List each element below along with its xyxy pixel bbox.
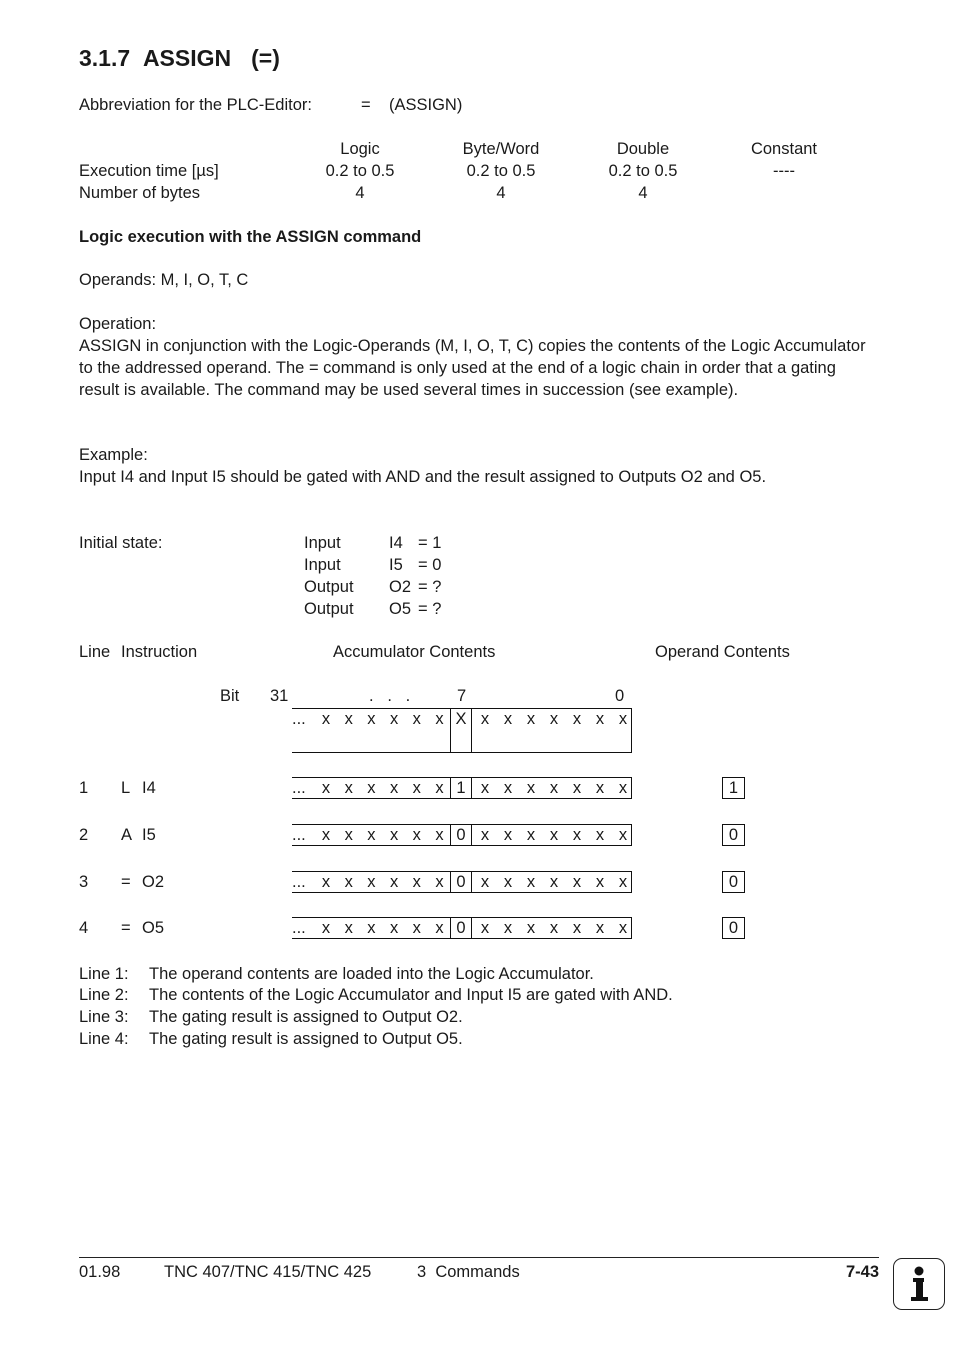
acc-bit-x: x <box>595 779 605 797</box>
acc-bit-x: x <box>367 710 376 728</box>
program-line-number: 2 <box>79 826 89 844</box>
acc-ellipsis: ... <box>292 919 306 937</box>
acc-bit-x: x <box>435 919 444 937</box>
example-label: Example: <box>79 446 148 464</box>
acc-bit-7: 1 <box>450 778 472 798</box>
footer-chapter: 3 Commands <box>417 1263 520 1281</box>
acc-bit-x: x <box>389 779 399 797</box>
state-type: Input <box>304 556 341 574</box>
state-type: Output <box>304 600 354 618</box>
acc-bit-x: x <box>367 826 376 844</box>
accumulator-register <box>292 824 632 846</box>
acc-bit-x: x <box>618 873 628 891</box>
note-text: The contents of the Logic Accumulator and Input I5 are gated with AND. <box>149 986 673 1004</box>
acc-bit-x: x <box>389 873 399 891</box>
note-label: Line 1: <box>79 965 129 983</box>
acc-bit-x: x <box>549 710 559 728</box>
acc-bit-x: x <box>480 919 490 937</box>
acc-bit-x: x <box>321 710 331 728</box>
acc-bit-x: x <box>435 710 444 728</box>
acc-bit-x: x <box>572 919 582 937</box>
acc-bit-x: x <box>549 779 559 797</box>
acc-bit-x: x <box>595 873 605 891</box>
footer-rule <box>79 1257 879 1258</box>
initial-state-label: Initial state: <box>79 534 163 552</box>
note-text: The operand contents are loaded into the Logic Accumulator. <box>149 965 594 983</box>
bit-dots: . . . <box>369 687 411 705</box>
acc-bit-x: x <box>344 826 353 844</box>
acc-high-bits <box>292 778 450 798</box>
acc-bit-x: x <box>595 826 605 844</box>
column-header: Byte/Word <box>462 140 540 158</box>
acc-bit-x: x <box>572 779 582 797</box>
acc-bit-x: x <box>435 826 444 844</box>
acc-bit-x: x <box>618 710 628 728</box>
section-title <box>79 44 280 72</box>
header-instruction: Instruction <box>121 643 198 661</box>
column-header: Constant <box>750 140 818 158</box>
acc-bit-x: x <box>321 873 331 891</box>
operand-value: 0 <box>722 871 745 893</box>
table-cell: 0.2 to 0.5 <box>466 162 536 180</box>
abbreviation-eq: = <box>361 96 371 114</box>
table-cell: 0.2 to 0.5 <box>608 162 678 180</box>
acc-bit-7: 0 <box>450 918 472 938</box>
operand-value: 0 <box>722 917 745 939</box>
acc-low-bits <box>472 918 632 938</box>
acc-bit-x: x <box>503 779 513 797</box>
acc-bit-x: x <box>503 826 513 844</box>
acc-bit-x: x <box>480 826 490 844</box>
note-label: Line 3: <box>79 1008 129 1026</box>
acc-bit-x: x <box>526 826 536 844</box>
program-opcode: = <box>121 919 131 937</box>
acc-low-bits <box>472 825 632 845</box>
acc-ellipsis: ... <box>292 710 306 728</box>
program-line-number: 1 <box>79 779 89 797</box>
program-line-number: 4 <box>79 919 89 937</box>
acc-bit-x: x <box>321 826 331 844</box>
section-number: 3.1.7 <box>79 45 131 71</box>
table-cell: 4 <box>496 184 506 202</box>
acc-ellipsis: ... <box>292 779 306 797</box>
acc-bit-x: x <box>389 826 399 844</box>
abbreviation-label: Abbreviation for the PLC-Editor: <box>79 96 312 114</box>
acc-bit-x: x <box>503 873 513 891</box>
table-cell: 4 <box>355 184 365 202</box>
acc-bit-x: x <box>503 710 513 728</box>
acc-low-bits <box>472 709 632 752</box>
operands-line: Operands: M, I, O, T, C <box>79 271 249 289</box>
state-value: = ? <box>418 578 442 596</box>
acc-bit-x: x <box>412 919 421 937</box>
program-argument: O2 <box>142 873 165 891</box>
program-opcode: L <box>121 779 131 797</box>
state-name: I4 <box>389 534 403 552</box>
state-type: Input <box>304 534 341 552</box>
acc-bit-x: x <box>618 826 628 844</box>
acc-bit-x: x <box>412 826 421 844</box>
acc-bit-x: x <box>367 919 376 937</box>
state-type: Output <box>304 578 354 596</box>
acc-bit-x: x <box>321 919 331 937</box>
program-argument: I5 <box>142 826 156 844</box>
acc-bit-x: x <box>412 779 421 797</box>
table-cell: ---- <box>773 162 795 180</box>
acc-bit-x: x <box>412 710 421 728</box>
acc-high-bits <box>292 825 450 845</box>
info-icon <box>893 1258 945 1310</box>
header-operand: Operand Contents <box>655 643 790 661</box>
acc-bit-7: 0 <box>450 825 472 845</box>
bit-label: Bit <box>220 687 240 705</box>
subsection-heading: Logic execution with the ASSIGN command <box>79 228 422 246</box>
acc-bit-x: x <box>412 873 421 891</box>
acc-bit-x: x <box>344 710 353 728</box>
operation-text: ASSIGN in conjunction with the Logic-Operands (M, I, O, T, C) copies the contents of the Logic Accumulator to the addressed operand. The = command is only used at the end of a logic chain in order that a gating result is available. The command may be used several times in succession (see example). <box>79 337 866 399</box>
accumulator-register <box>292 871 632 893</box>
acc-bit-x: x <box>367 873 376 891</box>
section-symbol: (=) <box>251 45 280 71</box>
note-label: Line 2: <box>79 986 129 1004</box>
table-cell: 0.2 to 0.5 <box>325 162 395 180</box>
acc-low-bits <box>472 778 632 798</box>
acc-bit-x: x <box>435 779 444 797</box>
acc-bit-x: x <box>572 710 582 728</box>
column-header: Double <box>616 140 670 158</box>
acc-bit-7: X <box>450 709 472 752</box>
note-text: The gating result is assigned to Output O2. <box>149 1008 463 1026</box>
state-name: O5 <box>389 600 412 618</box>
row-label: Number of bytes <box>79 184 201 202</box>
acc-bit-x: x <box>549 826 559 844</box>
bit-31: 31 <box>270 687 289 705</box>
row-label: Execution time [µs] <box>79 162 219 180</box>
state-value: = 1 <box>418 534 442 552</box>
acc-high-bits <box>292 918 450 938</box>
acc-ellipsis: ... <box>292 873 306 891</box>
accumulator-register <box>292 708 632 753</box>
accumulator-register <box>292 917 632 939</box>
column-header: Logic <box>340 140 380 158</box>
footer-date: 01.98 <box>79 1263 121 1281</box>
state-name: O2 <box>389 578 412 596</box>
acc-bit-x: x <box>321 779 331 797</box>
program-opcode: = <box>121 873 131 891</box>
header-line: Line <box>79 643 111 661</box>
acc-bit-x: x <box>572 873 582 891</box>
state-name: I5 <box>389 556 403 574</box>
acc-bit-x: x <box>435 873 444 891</box>
acc-bit-x: x <box>503 919 513 937</box>
acc-bit-x: x <box>618 779 628 797</box>
acc-bit-x: x <box>549 919 559 937</box>
program-argument: I4 <box>142 779 156 797</box>
footer-page-number: 7-43 <box>845 1263 879 1281</box>
program-argument: O5 <box>142 919 165 937</box>
table-cell: 4 <box>638 184 648 202</box>
acc-high-bits <box>292 872 450 892</box>
operation-label: Operation: <box>79 315 157 333</box>
header-accumulator: Accumulator Contents <box>333 643 496 661</box>
acc-high-bits <box>292 709 450 752</box>
note-label: Line 4: <box>79 1030 129 1048</box>
acc-bit-x: x <box>526 779 536 797</box>
acc-bit-x: x <box>618 919 628 937</box>
acc-bit-x: x <box>344 919 353 937</box>
operand-value: 1 <box>722 777 745 799</box>
acc-bit-x: x <box>344 873 353 891</box>
operand-value: 0 <box>722 824 745 846</box>
acc-bit-x: x <box>344 779 353 797</box>
acc-bit-x: x <box>572 826 582 844</box>
acc-bit-x: x <box>480 873 490 891</box>
acc-bit-x: x <box>389 919 399 937</box>
program-opcode: A <box>121 826 133 844</box>
acc-bit-x: x <box>480 710 490 728</box>
bit-0: 0 <box>615 687 625 705</box>
abbreviation-value: (ASSIGN) <box>389 96 463 114</box>
acc-bit-x: x <box>480 779 490 797</box>
state-value: = 0 <box>418 556 442 574</box>
acc-bit-7: 0 <box>450 872 472 892</box>
acc-bit-x: x <box>549 873 559 891</box>
footer-models: TNC 407/TNC 415/TNC 425 <box>164 1263 372 1281</box>
section-name: ASSIGN <box>142 45 232 71</box>
acc-low-bits <box>472 872 632 892</box>
acc-bit-x: x <box>526 710 536 728</box>
example-text: Input I4 and Input I5 should be gated with AND and the result assigned to Outputs O2 and O5. <box>79 468 767 486</box>
acc-bit-x: x <box>595 919 605 937</box>
state-value: = ? <box>418 600 442 618</box>
acc-bit-x: x <box>595 710 605 728</box>
program-line-number: 3 <box>79 873 89 891</box>
accumulator-register <box>292 777 632 799</box>
acc-ellipsis: ... <box>292 826 306 844</box>
acc-bit-x: x <box>526 919 536 937</box>
acc-bit-x: x <box>389 710 399 728</box>
bit-7: 7 <box>457 687 467 705</box>
note-text: The gating result is assigned to Output O5. <box>149 1030 463 1048</box>
acc-bit-x: x <box>526 873 536 891</box>
acc-bit-x: x <box>367 779 376 797</box>
